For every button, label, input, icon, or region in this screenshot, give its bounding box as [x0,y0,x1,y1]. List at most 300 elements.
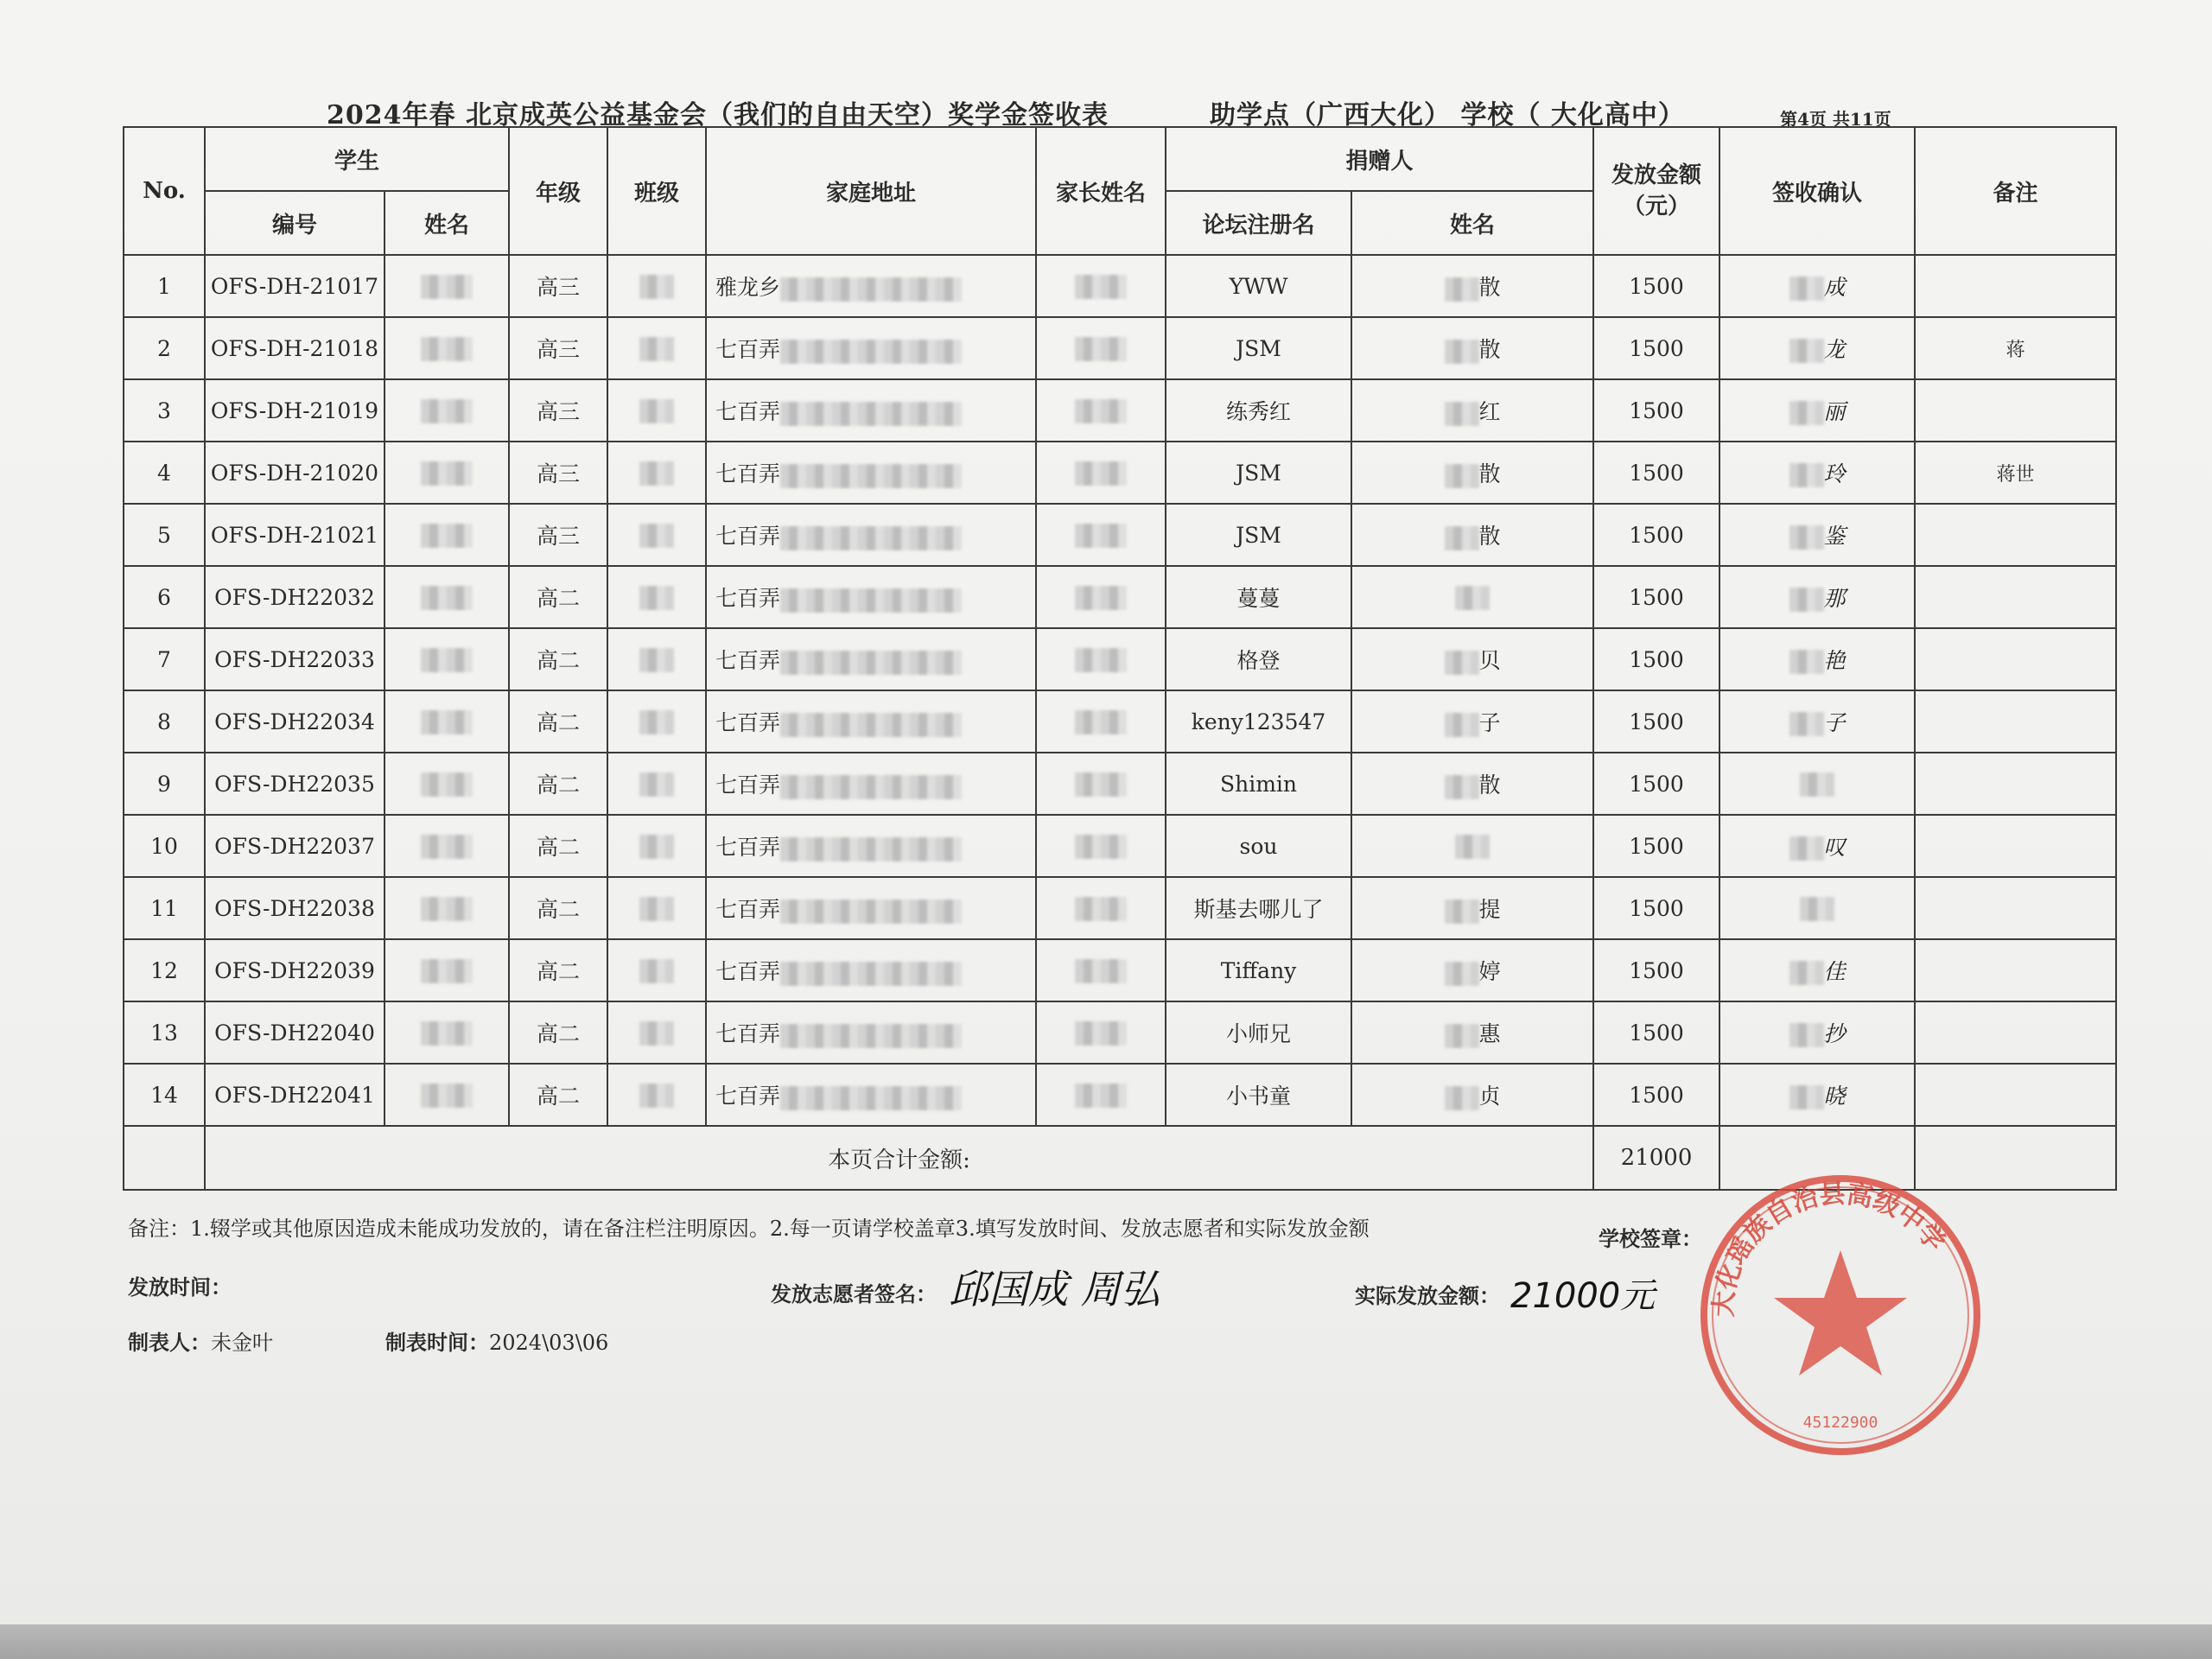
cell-donor-name [1351,317,1593,379]
address-prefix: 七百弄 [715,586,781,611]
redaction [421,1021,473,1046]
redaction [1789,836,1824,861]
cell-donor-name [1351,566,1593,628]
cell-class-redacted [607,815,706,877]
cell-forum-name: 小师兄 [1166,1001,1351,1064]
cell-no: 6 [124,566,205,628]
cell-donor-name [1351,628,1593,690]
seal-code: 45122900 [1802,1414,1878,1432]
cell-student-name-redacted [385,1001,509,1064]
table-row [124,628,2116,690]
redaction [780,837,962,861]
redaction [421,399,473,423]
redaction [1075,461,1127,486]
cell-no: 3 [124,379,205,442]
cell-signature [1719,255,1915,317]
header-forum-name: 论坛注册名 [1166,191,1351,255]
floor-background [0,1624,2212,1659]
header-class: 班级 [607,127,706,255]
cell-student-name-redacted [385,255,509,317]
redaction [780,713,962,737]
redaction [639,772,674,797]
cell-donor-name [1351,442,1593,504]
redaction [1445,464,1479,488]
volunteer-label: 发放志愿者签名： [771,1281,937,1306]
cell-grade: 高三 [509,255,607,317]
cell-address [706,1001,1036,1064]
cell-amount: 1500 [1593,753,1719,815]
cell-amount: 1500 [1593,877,1719,939]
redaction [639,337,674,361]
cell-remark [1915,379,2116,442]
total-value: 21000 [1593,1126,1719,1190]
redaction [1075,959,1127,983]
table-row [124,566,2116,628]
cell-student-id: OFS-DH-21018 [205,317,385,379]
cell-student-id: OFS-DH22035 [205,753,385,815]
address-prefix: 七百弄 [715,835,781,860]
cell-address [706,504,1036,566]
donor-suffix: 贝 [1478,648,1501,673]
donor-suffix: 散 [1478,524,1501,549]
cell-no: 1 [124,255,205,317]
cell-grade: 高二 [509,753,607,815]
redaction [780,402,962,426]
cell-parent-redacted [1036,690,1166,753]
cell-student-name-redacted [385,877,509,939]
redaction [1789,1085,1824,1109]
redaction [1789,588,1824,612]
redaction [1445,775,1479,799]
redaction [780,464,962,488]
redaction [1075,648,1127,672]
cell-address [706,690,1036,753]
redaction [1445,962,1479,986]
cell-student-id: OFS-DH22034 [205,690,385,753]
cell-parent-redacted [1036,939,1166,1001]
redaction [421,524,473,548]
redaction [639,461,674,486]
form-subtitle: 助学点（广西大化） 学校（ 大化高中） [1210,100,1685,130]
redaction [1445,713,1479,737]
cell-student-id: OFS-DH22037 [205,815,385,877]
cell-class-redacted [607,1001,706,1064]
cell-student-id: OFS-DH22032 [205,566,385,628]
cell-parent-redacted [1036,255,1166,317]
redaction [1800,772,1834,797]
donor-suffix: 提 [1478,897,1501,922]
cell-remark [1915,753,2116,815]
header-grade: 年级 [509,127,607,255]
redaction [639,524,674,548]
cell-forum-name: sou [1166,815,1351,877]
table-body [124,255,2116,1126]
redaction [639,648,674,672]
header-signature: 签收确认 [1719,127,1915,255]
redaction [421,461,473,486]
cell-class-redacted [607,379,706,442]
cell-grade: 高三 [509,504,607,566]
cell-grade: 高二 [509,1001,607,1064]
table-row [124,317,2116,379]
redaction [780,651,962,675]
signature-char: 艳 [1823,648,1846,673]
cell-donor-name [1351,877,1593,939]
cell-forum-name: 格登 [1166,628,1351,690]
address-prefix: 七百弄 [715,461,781,486]
cell-address [706,753,1036,815]
remark-text: 蒋 [2005,339,2025,361]
cell-parent-redacted [1036,1064,1166,1126]
cell-amount: 1500 [1593,255,1719,317]
redaction [1455,835,1490,859]
address-prefix: 七百弄 [715,1021,781,1046]
redaction [1789,463,1824,487]
cell-parent-redacted [1036,753,1166,815]
total-empty-cell [124,1126,205,1190]
cell-forum-name: 练秀红 [1166,379,1351,442]
signature-char: 龙 [1823,337,1846,362]
cell-class-redacted [607,504,706,566]
cell-amount: 1500 [1593,317,1719,379]
form-title: 2024年春 北京成英公益基金会（我们的自由天空）奖学金签收表 [327,100,1109,130]
cell-student-name-redacted [385,1064,509,1126]
redaction [1075,399,1127,423]
cell-amount: 1500 [1593,1064,1719,1126]
cell-remark [1915,442,2116,504]
cell-donor-name [1351,504,1593,566]
cell-donor-name [1351,753,1593,815]
redaction [639,959,674,983]
cell-student-id: OFS-DH-21020 [205,442,385,504]
cell-signature [1719,504,1915,566]
cell-parent-redacted [1036,566,1166,628]
cell-donor-name [1351,815,1593,877]
donor-suffix: 散 [1478,275,1501,300]
cell-address [706,317,1036,379]
redaction [1075,337,1127,361]
footer-note: 备注：1.辍学或其他原因造成未能成功发放的，请在备注栏注明原因。2.每一页请学校盖章3.填写发放时间、发放志愿者和实际发放金额 [128,1217,1370,1241]
cell-class-redacted [607,690,706,753]
cell-amount: 1500 [1593,379,1719,442]
header-donor: 捐赠人 [1166,127,1593,191]
table-row [124,1064,2116,1126]
actual-amount-label: 实际发放金额： [1355,1283,1500,1308]
table-row [124,255,2116,317]
redaction [1445,651,1479,675]
table-row [124,690,2116,753]
redaction [421,1084,473,1108]
cell-remark [1915,1001,2116,1064]
cell-grade: 高二 [509,939,607,1001]
redaction [1075,275,1127,299]
donor-suffix: 惠 [1478,1021,1501,1046]
cell-remark [1915,690,2116,753]
cell-student-name-redacted [385,566,509,628]
cell-amount: 1500 [1593,815,1719,877]
cell-parent-redacted [1036,317,1166,379]
cell-signature [1719,815,1915,877]
redaction [1789,339,1824,363]
address-prefix: 七百弄 [715,337,781,362]
cell-no: 5 [124,504,205,566]
cell-class-redacted [607,566,706,628]
cell-remark [1915,504,2116,566]
signature-char: 玲 [1823,461,1846,486]
table-row [124,939,2116,1001]
donor-suffix: 散 [1478,461,1501,486]
address-prefix: 七百弄 [715,648,781,673]
redaction [639,1021,674,1046]
cell-grade: 高二 [509,815,607,877]
signature-char: 叹 [1823,835,1846,860]
redaction [1789,650,1824,674]
table-row [124,753,2116,815]
cell-amount: 1500 [1593,1001,1719,1064]
signature-char: 成 [1823,275,1846,300]
cell-address [706,815,1036,877]
cell-remark [1915,628,2116,690]
signature-char: 丽 [1823,399,1846,424]
cell-address [706,1064,1036,1126]
redaction [421,959,473,983]
cell-grade: 高二 [509,566,607,628]
cell-remark [1915,255,2116,317]
cell-signature [1719,442,1915,504]
cell-remark [1915,1064,2116,1126]
redaction [639,586,674,610]
cell-remark [1915,877,2116,939]
cell-address [706,877,1036,939]
cell-student-name-redacted [385,317,509,379]
cell-grade: 高二 [509,628,607,690]
cell-class-redacted [607,255,706,317]
redaction [1445,526,1479,550]
redaction [1789,712,1824,736]
cell-donor-name [1351,939,1593,1001]
cell-signature [1719,939,1915,1001]
signature-char: 鉴 [1823,524,1846,549]
school-stamp-label: 学校签章： [1599,1226,1702,1251]
cell-no: 2 [124,317,205,379]
header-student-name: 姓名 [385,191,509,255]
signature-char: 那 [1823,586,1846,611]
address-prefix: 七百弄 [715,710,781,735]
address-prefix: 七百弄 [715,959,781,984]
cell-donor-name [1351,1064,1593,1126]
header-remarks: 备注 [1915,127,2116,255]
redaction [1789,961,1824,985]
cell-parent-redacted [1036,1001,1166,1064]
redaction [1445,277,1479,302]
cell-student-name-redacted [385,628,509,690]
cell-forum-name: 蔓蔓 [1166,566,1351,628]
redaction [421,337,473,361]
cell-address [706,566,1036,628]
redaction [1075,524,1127,548]
header-parent: 家长姓名 [1036,127,1166,255]
cell-student-name-redacted [385,753,509,815]
donor-suffix: 红 [1478,399,1501,424]
cell-student-id: OFS-DH-21017 [205,255,385,317]
cell-student-id: OFS-DH-21021 [205,504,385,566]
signature-char: 晓 [1823,1084,1846,1109]
donor-suffix: 子 [1478,710,1501,735]
cell-class-redacted [607,753,706,815]
redaction [421,710,473,734]
redaction [1445,1024,1479,1048]
cell-no: 4 [124,442,205,504]
redaction [1445,402,1479,426]
redaction [639,835,674,859]
redaction [421,586,473,610]
cell-student-name-redacted [385,690,509,753]
redaction [780,277,962,302]
cell-no: 14 [124,1064,205,1126]
cell-amount: 1500 [1593,628,1719,690]
redaction [1789,276,1824,301]
redaction [1445,340,1479,364]
header-donor-name: 姓名 [1351,191,1593,255]
redaction [639,275,674,299]
redaction [780,1086,962,1110]
cell-parent-redacted [1036,442,1166,504]
cell-forum-name: keny123547 [1166,690,1351,753]
cell-remark [1915,566,2116,628]
table-row [124,1001,2116,1064]
donor-suffix: 散 [1478,772,1501,798]
cell-forum-name: YWW [1166,255,1351,317]
header-no: No. [124,127,205,255]
redaction [1075,1084,1127,1108]
redaction [1800,897,1834,921]
signature-char: 子 [1823,710,1846,735]
cell-address [706,628,1036,690]
cell-class-redacted [607,1064,706,1126]
cell-no: 11 [124,877,205,939]
redaction [1445,899,1479,924]
cell-forum-name: 小书童 [1166,1064,1351,1126]
cell-student-name-redacted [385,504,509,566]
cell-student-id: OFS-DH-21019 [205,379,385,442]
cell-grade: 高二 [509,690,607,753]
cell-grade: 高三 [509,317,607,379]
cell-no: 10 [124,815,205,877]
redaction [780,962,962,986]
actual-amount-value: 21000元 [1510,1276,1656,1316]
cell-amount: 1500 [1593,504,1719,566]
school-seal [1694,1168,1987,1462]
cell-student-id: OFS-DH22040 [205,1001,385,1064]
cell-grade: 高三 [509,379,607,442]
redaction [1789,401,1824,425]
redaction [639,1084,674,1108]
redaction [1455,586,1490,610]
cell-class-redacted [607,939,706,1001]
redaction [780,526,962,550]
redaction [780,775,962,799]
redaction [1075,1021,1127,1046]
donor-suffix: 贞 [1478,1084,1501,1109]
redaction [421,275,473,299]
cell-signature [1719,690,1915,753]
cell-donor-name [1351,255,1593,317]
cell-student-id: OFS-DH22033 [205,628,385,690]
cell-signature [1719,1064,1915,1126]
cell-student-name-redacted [385,939,509,1001]
redaction [1789,525,1824,550]
cell-signature [1719,877,1915,939]
cell-no: 12 [124,939,205,1001]
redaction [639,897,674,921]
cell-student-id: OFS-DH22038 [205,877,385,939]
header-student-id: 编号 [205,191,385,255]
cell-parent-redacted [1036,504,1166,566]
issue-time-label: 发放时间： [128,1274,232,1300]
redaction [780,1024,962,1048]
address-prefix: 七百弄 [715,897,781,922]
cell-address [706,939,1036,1001]
cell-address [706,442,1036,504]
seal-text: 大化瑶族自治县高级中学 [1708,1179,1951,1319]
cell-class-redacted [607,317,706,379]
cell-parent-redacted [1036,379,1166,442]
cell-student-name-redacted [385,379,509,442]
table-row [124,877,2116,939]
donor-suffix: 婷 [1478,959,1501,984]
cell-address [706,379,1036,442]
table-row [124,442,2116,504]
cell-no: 9 [124,753,205,815]
redaction [421,648,473,672]
cell-parent-redacted [1036,628,1166,690]
volunteer-signature: 邱国成 周弘 [949,1266,1160,1313]
cell-forum-name: Tiffany [1166,939,1351,1001]
redaction [780,899,962,924]
redaction [1075,586,1127,610]
cell-class-redacted [607,442,706,504]
header-address: 家庭地址 [706,127,1036,255]
redaction [639,710,674,734]
cell-remark [1915,815,2116,877]
address-prefix: 雅龙乡 [715,275,781,300]
maker-field: 制表人：未金叶 [128,1330,273,1355]
address-prefix: 七百弄 [715,1084,781,1109]
redaction [1445,1086,1479,1110]
cell-forum-name: JSM [1166,504,1351,566]
cell-amount: 1500 [1593,690,1719,753]
cell-donor-name [1351,1001,1593,1064]
cell-forum-name: JSM [1166,442,1351,504]
redaction [421,897,473,921]
cell-signature [1719,1001,1915,1064]
address-prefix: 七百弄 [715,524,781,549]
table-row [124,815,2116,877]
page-info: 第4页 共11页 [1780,109,1891,130]
cell-parent-redacted [1036,815,1166,877]
cell-student-name-redacted [385,442,509,504]
cell-no: 8 [124,690,205,753]
cell-no: 7 [124,628,205,690]
cell-grade: 高二 [509,1064,607,1126]
header-amount: 发放金额（元） [1593,127,1719,255]
cell-forum-name: JSM [1166,317,1351,379]
cell-address [706,255,1036,317]
cell-parent-redacted [1036,877,1166,939]
redaction [780,588,962,613]
redaction [1075,835,1127,859]
redaction [1075,772,1127,797]
